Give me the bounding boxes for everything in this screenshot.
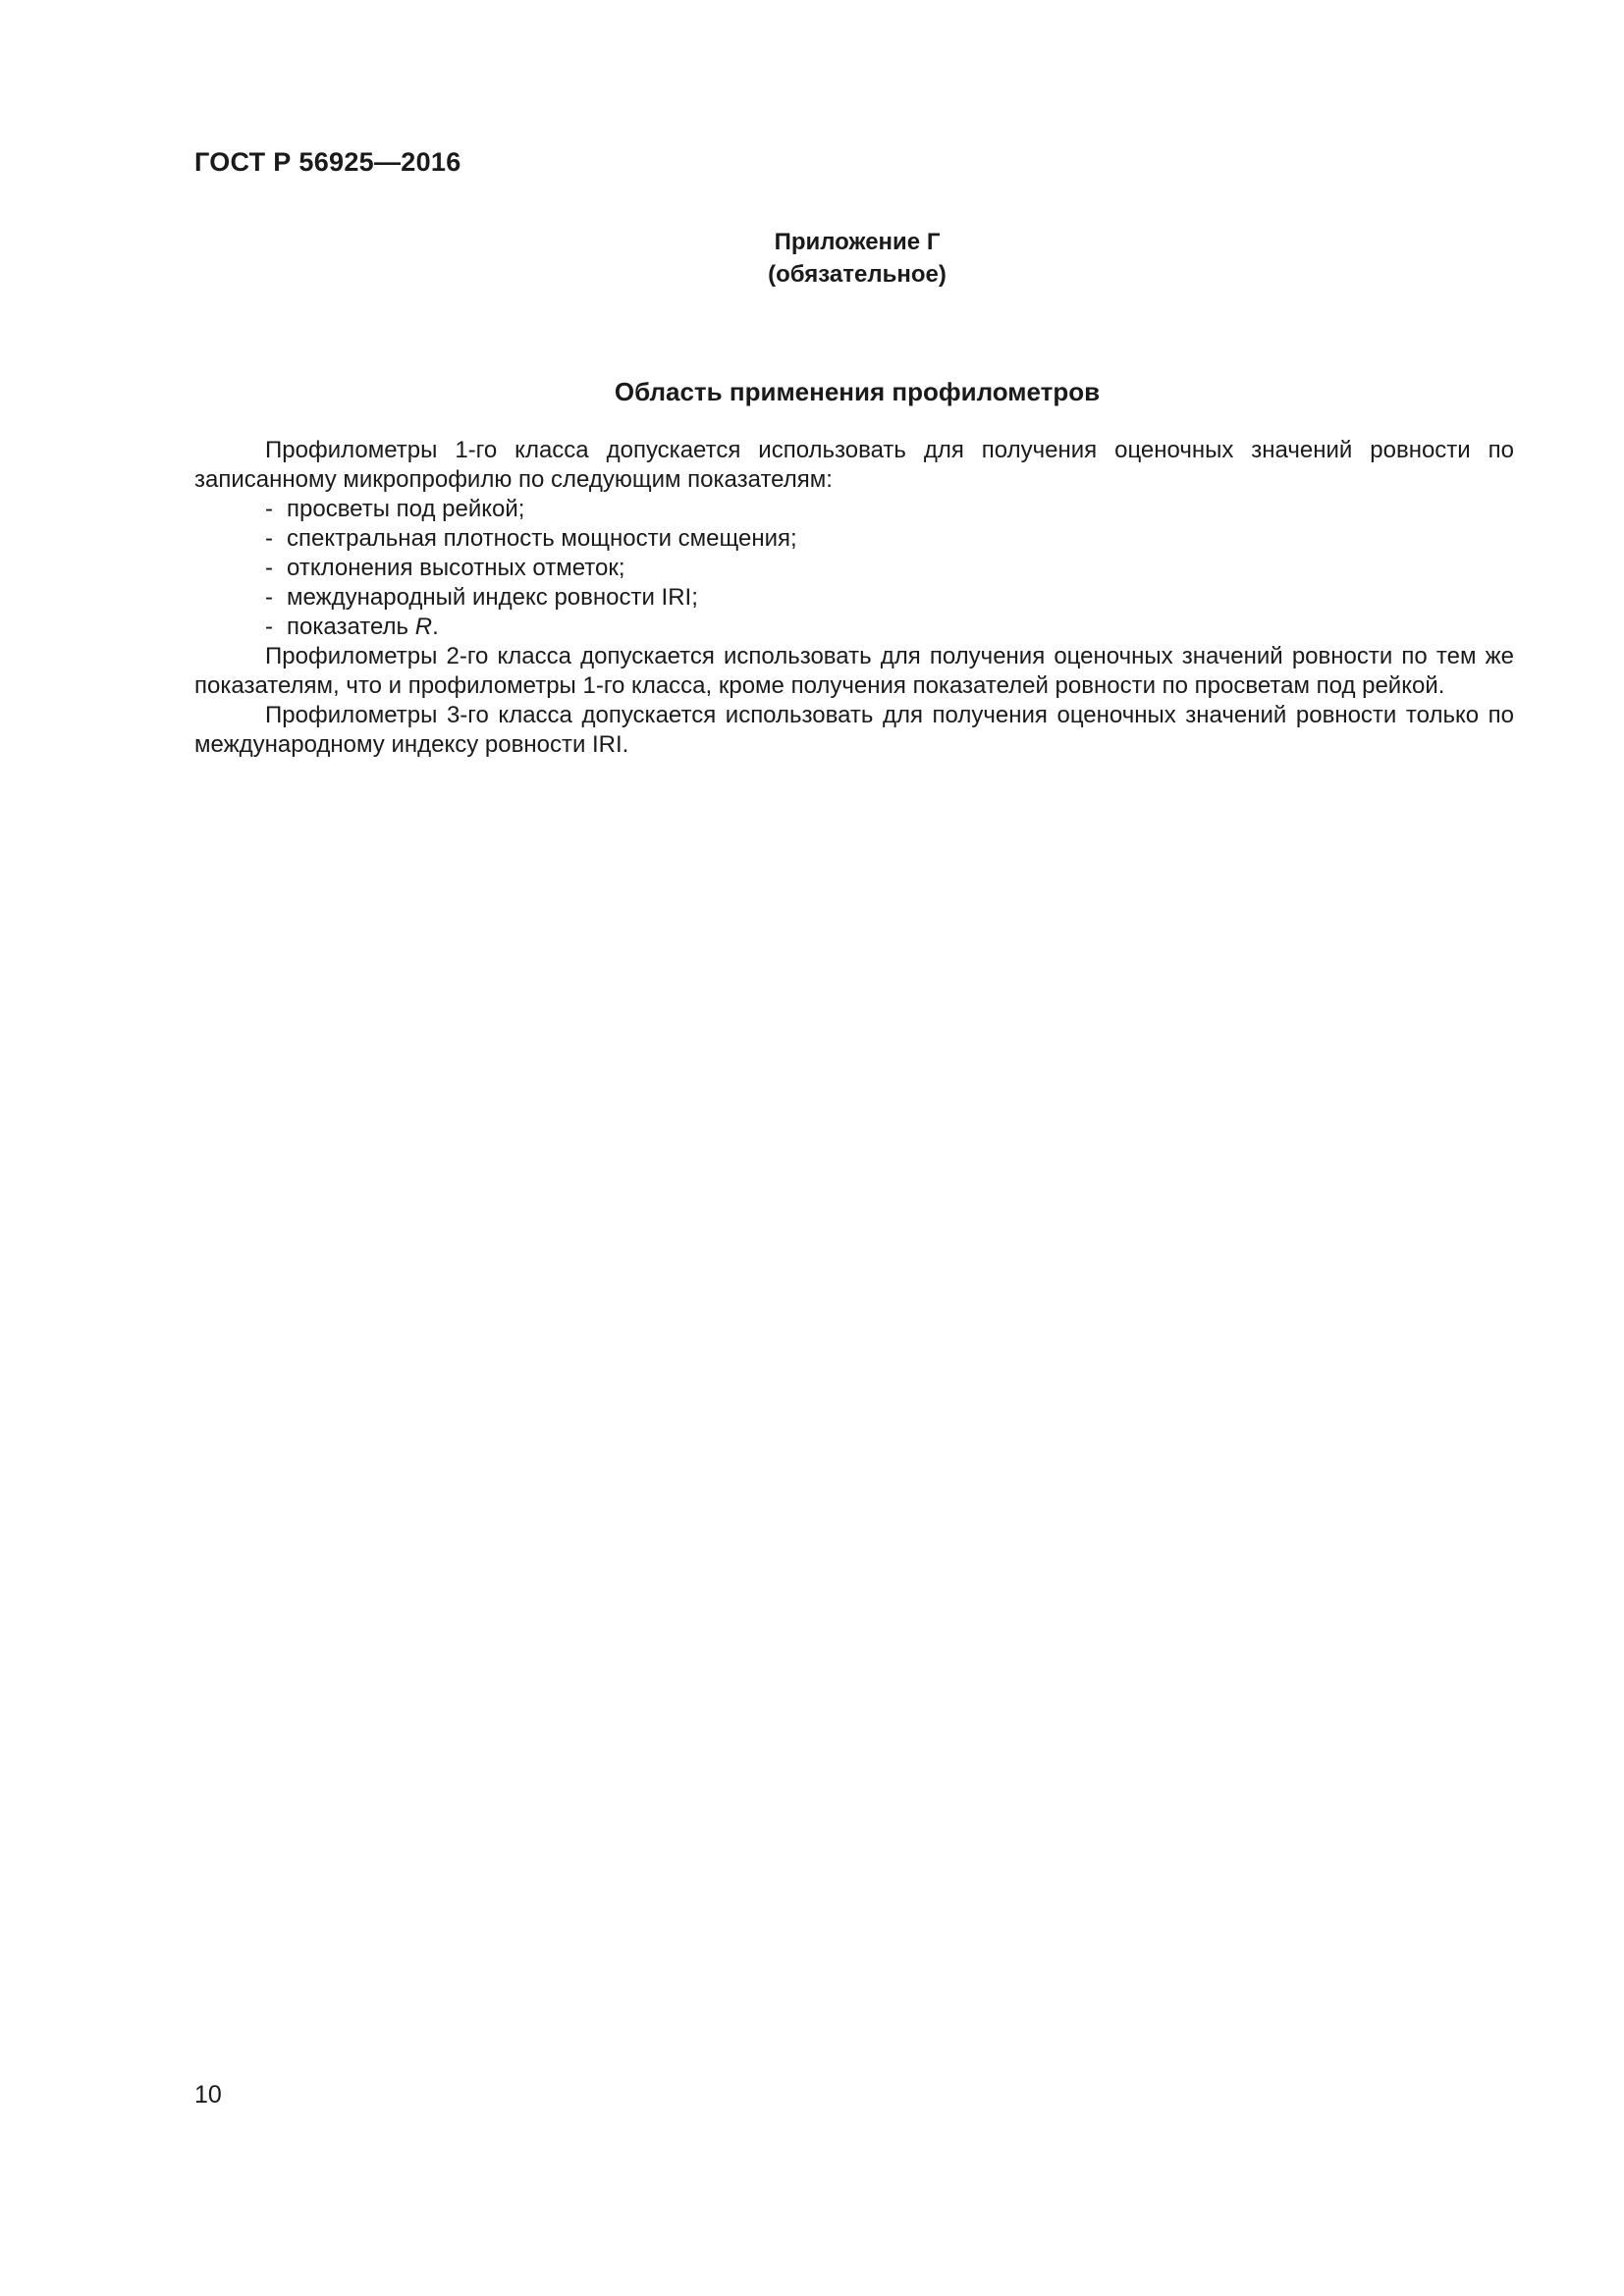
- list-item-text: отклонения высотных отметок;: [287, 555, 625, 581]
- list-dash: -: [265, 555, 273, 581]
- list-item: [194, 524, 1514, 554]
- list-item: [194, 495, 1514, 524]
- list-dash: -: [265, 525, 273, 552]
- paragraph-class-1: Профилометры 1-го класса допускается использовать для получения оценочных значений ровности по записанному микропрофилю по следующим показателям:: [194, 437, 1514, 493]
- list-item-text: просветы под рейкой;: [287, 496, 525, 522]
- section-title: Область применения профилометров: [614, 377, 1101, 406]
- paragraph-class-3: Профилометры 3-го класса допускается использовать для получения оценочных значений ровности только по международному индексу ровности IRI.: [194, 702, 1514, 758]
- list-item-text: спектральная плотность мощности смещения;: [287, 525, 797, 552]
- page-number: 10: [194, 2081, 222, 2109]
- body-text: [194, 436, 1514, 760]
- appendix-heading: [0, 226, 1624, 291]
- appendix-status: (обязательное): [768, 261, 947, 288]
- list-dash: -: [265, 614, 273, 640]
- list-item: [194, 583, 1514, 613]
- list-item: [194, 554, 1514, 583]
- list-dash: -: [265, 496, 273, 522]
- list-item-prefix: показатель: [287, 614, 409, 640]
- indicator-list: [194, 495, 1514, 642]
- list-dash: -: [265, 584, 273, 611]
- list-item-text: международный индекс ровности IRI;: [287, 584, 698, 611]
- appendix-title: Приложение Г: [774, 229, 941, 255]
- list-item-suffix: .: [432, 614, 439, 640]
- list-item: [194, 613, 1514, 642]
- symbol-r: R: [414, 614, 433, 640]
- document-code: ГОСТ Р 56925—2016: [194, 147, 461, 177]
- paragraph-class-2: Профилометры 2-го класса допускается использовать для получения оценочных значений ровности по тем же показателям, что и профилометры 1-го класса, кроме получения показателей ровности по просветам под рейкой.: [194, 643, 1514, 699]
